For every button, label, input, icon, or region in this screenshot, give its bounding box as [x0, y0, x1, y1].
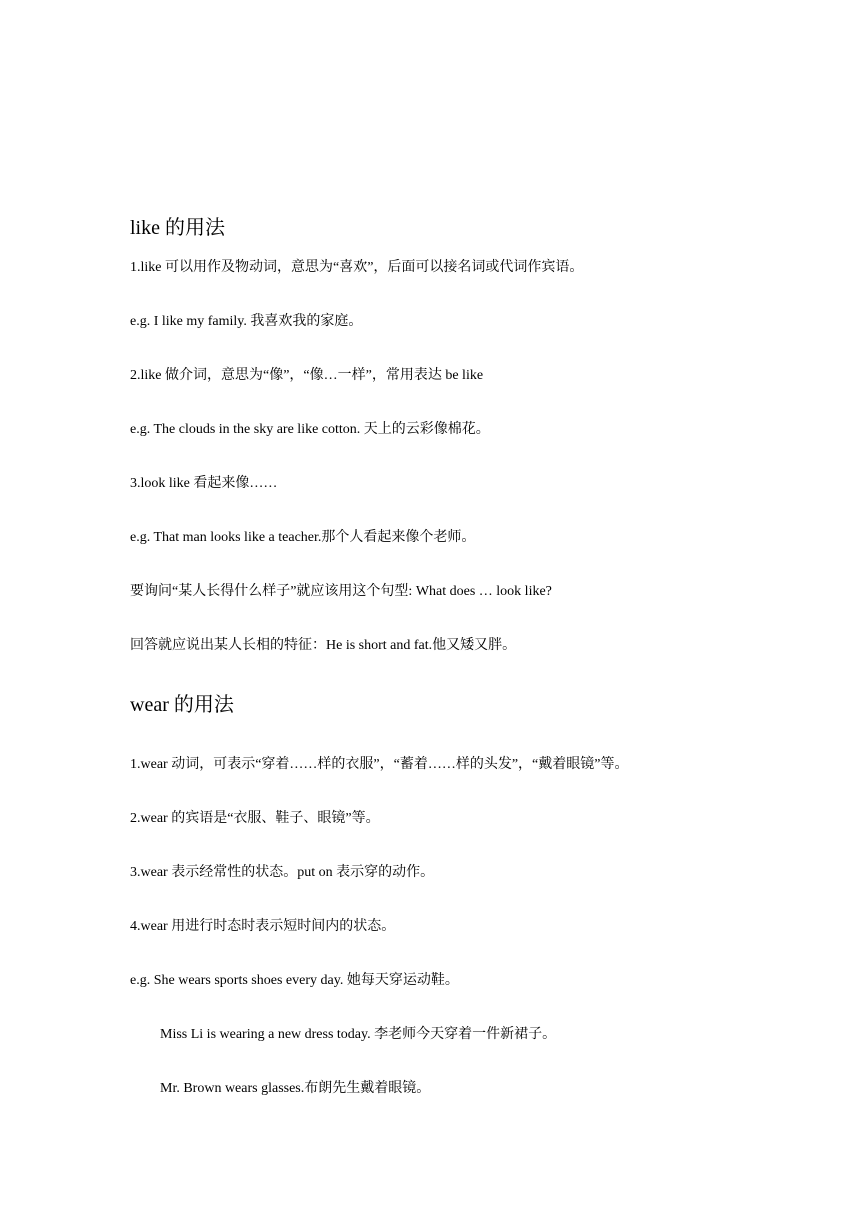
like-example-2: e.g. The clouds in the sky are like cotton. 天上的云彩像棉花。 [130, 422, 490, 437]
section-heading-wear: wear 的用法 [130, 694, 234, 716]
wear-example-1: e.g. She wears sports shoes every day. 她每天穿运动鞋。 [130, 973, 459, 988]
section-heading-like: like 的用法 [130, 217, 225, 239]
like-question-pattern: 要询问“某人长得什么样子”就应该用这个句型: What does … look like? [130, 584, 552, 599]
wear-point-2: 2.wear 的宾语是“衣服、鞋子、眼镜”等。 [130, 811, 380, 826]
like-point-2: 2.like 做介词，意思为“像”，“像…一样”，常用表达 be like [130, 368, 484, 383]
like-example-3: e.g. That man looks like a teacher.那个人看起来像个老师。 [130, 530, 476, 545]
like-answer-pattern: 回答就应说出某人长相的特征：He is short and fat.他又矮又胖。 [130, 638, 517, 653]
wear-point-4: 4.wear 用进行时态时表示短时间内的状态。 [130, 919, 396, 934]
like-point-1: 1.like 可以用作及物动词，意思为“喜欢”，后面可以接名词或代词作宾语。 [130, 260, 584, 275]
like-point-3: 3.look like 看起来像…… [130, 476, 278, 491]
wear-point-1: 1.wear 动词，可表示“穿着……样的衣服”，“蓄着……样的头发”，“戴着眼镜”等。 [130, 757, 629, 772]
wear-example-2: Miss Li is wearing a new dress today. 李老师今天穿着一件新裙子。 [160, 1027, 557, 1042]
wear-example-3: Mr. Brown wears glasses.布朗先生戴着眼镜。 [160, 1081, 431, 1096]
wear-point-3: 3.wear 表示经常性的状态。put on 表示穿的动作。 [130, 865, 435, 880]
like-example-1: e.g. I like my family. 我喜欢我的家庭。 [130, 314, 363, 329]
